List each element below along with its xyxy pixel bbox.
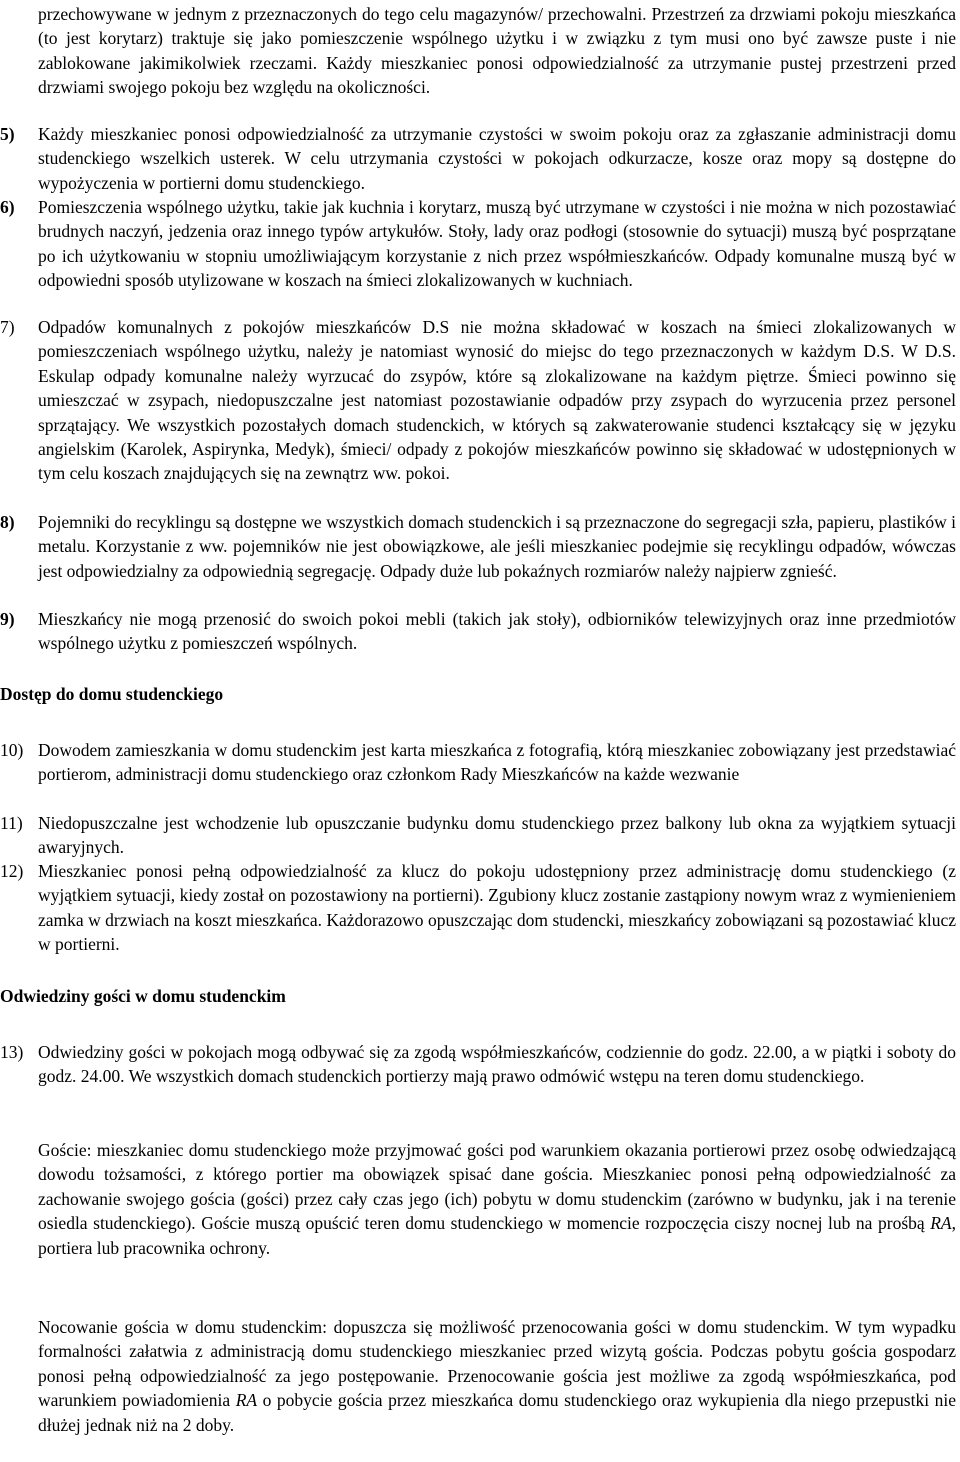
list-item bbox=[0, 859, 956, 957]
item-number: 5) bbox=[0, 124, 15, 144]
list-item bbox=[0, 195, 956, 293]
item-text: Odpadów komunalnych z pokojów mieszkańców D.S nie można składować w koszach na śmieci zlokalizowanych w pomieszczeniach wspólnego użytku, należy je natomiast wynosić do miejsc do tego przeznaczonych w każdym D.S. W D.S. Eskulap odpady komunalne należy wyrzucać do zsypów, które są zlokalizowane na każdym piętrze. Śmieci powinno się umieszczać w zsypach, niedopuszczalne jest natomiast pozostawianie odpadów przy zsypach do wyrzucenia przez personel sprzątający. We wszystkich pozostałych domach studenckich, w których są zakwaterowanie studenci kształcący się w języku angielskim (Karolek, Aspirynka, Medyk), śmieci/ odpady z pokojów mieszkańców powinno się składować w udostępnionych w tym celu koszach znajdujących się na zewnątrz ww. pokoi. bbox=[38, 317, 956, 484]
list-item bbox=[0, 607, 956, 656]
item-text: Mieszkańcy nie mogą przenosić do swoich pokoi mebli (takich jak stoły), odbiorników telewizyjnych oraz inne przedmiotów wspólnego użytku z pomieszczeń wspólnych. bbox=[38, 609, 956, 654]
list-item bbox=[0, 1040, 956, 1089]
item-text: Pomieszczenia wspólnego użytku, takie jak kuchnia i korytarz, muszą być utrzymane w czystości i nie można w nich pozostawiać brudnych naczyń, jedzenia oraz innego typów artykułów. Stoły, lady oraz podłogi (stosownie do sytuacji) muszą być posprzątane po ich użytkowaniu w stopniu umożliwiającym korzystanie z nich przez współmieszkańców. Odpady komunalne muszą być w odpowiedni sposób utylizowane w koszach na śmieci zlokalizowanych w kuchniach. bbox=[38, 197, 956, 291]
item-number: 9) bbox=[0, 609, 15, 629]
list-item bbox=[0, 315, 956, 486]
item-text: Niedopuszczalne jest wchodzenie lub opuszczanie budynku domu studenckiego przez balkony lub okna za wyjątkiem sytuacji awaryjnych. bbox=[38, 813, 956, 858]
item-number: 8) bbox=[0, 512, 15, 532]
item-number: 11) bbox=[0, 813, 23, 833]
guests-paragraph bbox=[38, 1138, 956, 1260]
ra-abbreviation: RA bbox=[930, 1213, 952, 1234]
item-text: Każdy mieszkaniec ponosi odpowiedzialność za utrzymanie czystości w swoim pokoju oraz za zgłaszanie administracji domu studenckiego wszelkich usterek. W celu utrzymania czystości w pokojach odkurzacze, kosze oraz mopy są dostępne do wypożyczenia w portierni domu studenckiego. bbox=[38, 124, 956, 193]
guests-text-part1: Goście: mieszkaniec domu studenckiego może przyjmować gości pod warunkiem okazania portierowi przez osobę odwiedzającą dowodu tożsamości, z którego portier ma obowiązek spisać dane gościa. Mieszkaniec ponosi pełną odpowiedzialność za zachowanie swojego gościa (gości) przez cały czas jego (ich) pobytu w domu studenckim (zarówno w budynku, jak i na terenie osiedla studenckiego). Goście muszą opuścić teren domu studenckiego w momencie rozpoczęcia ciszy nocnej lub na prośbą bbox=[38, 1140, 956, 1234]
item-number: 6) bbox=[0, 197, 15, 217]
overnight-text-part2: o pobycie gościa przez mieszkańca domu studenckiego oraz wykupienia dla niego przepustki nie dłużej jednak niż na 2 doby. bbox=[38, 1390, 956, 1435]
ra-abbreviation: RA bbox=[235, 1390, 258, 1411]
item-text: Odwiedziny gości w pokojach mogą odbywać się za zgodą współmieszkańców, codziennie do godz. 22.00, a w piątki i soboty do godz. 24.00. We wszystkich domach studenckich portierzy mają prawo odmówić wstępu na teren domu studenckiego. bbox=[38, 1042, 956, 1087]
item-text: Pojemniki do recyklingu są dostępne we wszystkich domach studenckich i są przeznaczone do segregacji szła, papieru, plastików i metalu. Korzystanie z ww. pojemników nie jest obowiązkowe, ale jeśli mieszkaniec podejmie się recyklingu odpadów, wówczas jest odpowiedzialny za odpowiednią segregację. Odpady duże lub pokaźnych rozmiarów należy najpierw zgnieść. bbox=[38, 512, 956, 581]
list-item bbox=[0, 122, 956, 195]
item-number: 7) bbox=[0, 317, 15, 337]
overnight-paragraph bbox=[38, 1315, 956, 1437]
list-item bbox=[0, 510, 956, 583]
list-item bbox=[0, 738, 956, 787]
section-heading-visits: Odwiedziny gości w domu studenckim bbox=[0, 986, 286, 1006]
section-heading-access: Dostęp do domu studenckiego bbox=[0, 684, 224, 704]
overnight-text-part1: Nocowanie gościa w domu studenckim: dopuszcza się możliwość przenocowania gości w domu studenckim. W tym wypadku formalności załatwia z administracją domu studenckiego mieszkaniec przed wizytą gościa. Podczas pobytu gościa gospodarz ponosi pełną odpowiedzialność za jego postępowanie. Przenocowanie gościa jest możliwe za zgodą współmieszkańca, pod warunkiem powiadomienia bbox=[38, 1317, 956, 1411]
item-number: 12) bbox=[0, 861, 24, 881]
item-text: Mieszkaniec ponosi pełną odpowiedzialność za klucz do pokoju udostępniony przez administrację domu studenckiego (z wyjątkiem sytuacji, kiedy został on pozostawiony na portierni). Zgubiony klucz zostanie zastąpiony nowym wraz z wymienieniem zamka w drzwiach na koszt mieszkańca. Każdorazowo opuszczając dom studencki, mieszkańcy zobowiązani są pozostawiać klucz w portierni. bbox=[38, 861, 956, 955]
item-text: Dowodem zamieszkania w domu studenckim jest karta mieszkańca z fotografią, którą mieszkaniec zobowiązany jest przedstawiać portierom, administracji domu studenckiego oraz członkom Rady Mieszkańców na każde wezwanie bbox=[38, 740, 956, 785]
item-number: 13) bbox=[0, 1042, 24, 1062]
list-item bbox=[0, 811, 956, 860]
item-number: 10) bbox=[0, 740, 24, 760]
guests-text-part2: , portiera lub pracownika ochrony. bbox=[38, 1213, 956, 1258]
intro-paragraph: przechowywane w jednym z przeznaczonych do tego celu magazynów/ przechowalni. Przestrzeń za drzwiami pokoju mieszkańca (to jest korytarz) traktuje się jako pomieszczenie wspólnego użytku i w związku z tym musi ono być zawsze puste i nie zablokowane jakimikolwiek rzeczami. Każdy mieszkaniec ponosi odpowiedzialność za utrzymanie pustej przestrzeni przed drzwiami swojego pokoju bez względu na okoliczności. bbox=[38, 4, 956, 98]
